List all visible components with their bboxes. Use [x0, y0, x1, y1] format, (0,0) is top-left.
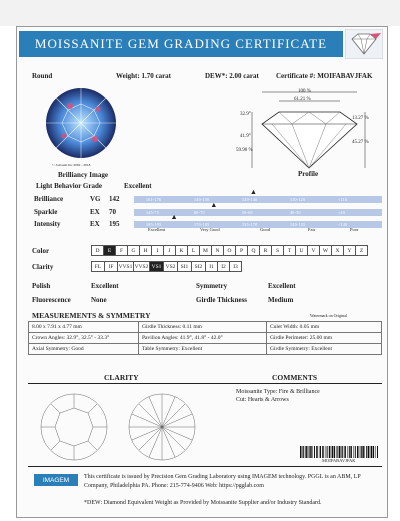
light-behavior-overall: Excellent	[124, 182, 152, 190]
color-grade-cell: O	[223, 245, 236, 256]
light-row-score: 70	[109, 208, 116, 216]
measurements-table	[28, 321, 382, 355]
scale-excellent: Excellent	[148, 227, 165, 232]
light-scale-tick: 170-185	[194, 222, 210, 227]
profile-depth-pct: 59.90 %	[236, 148, 253, 153]
color-grade-cell: S	[271, 245, 284, 256]
color-grade-cell: Z	[355, 245, 368, 256]
measurement-cell: Culet Width: 0.05 mm	[267, 322, 382, 333]
footer-line-2: Company, Philadelphia PA. Phone: 215-774-9406 Web: https://pgglab.com	[84, 483, 264, 489]
clarity-grade-cell: VS2	[163, 261, 178, 272]
barcode	[300, 446, 380, 458]
light-behavior-title: Light Behavior Grade	[36, 182, 102, 190]
color-grade-cell: N	[211, 245, 224, 256]
light-scale-tick: 185-195	[146, 222, 162, 227]
color-grade-cell: X	[331, 245, 344, 256]
measurement-cell: Girdle Symmetry: Excellent	[267, 344, 382, 355]
comment-cut: Cut: Hearts & Arrows	[236, 397, 289, 403]
clarity-grade-cell: IF	[104, 261, 118, 272]
color-grade-cell: U	[295, 245, 308, 256]
color-grade-cell: J	[163, 245, 176, 256]
fluorescence-value: None	[91, 296, 107, 304]
scale-poor: Poor	[350, 227, 359, 232]
clarity-grade-cell: VS1	[149, 261, 164, 272]
clarity-label: Clarity	[32, 263, 54, 271]
profile-total-pct: 100 %	[298, 89, 311, 94]
color-grade-cell: V	[307, 245, 320, 256]
light-scale-tick: 40-50	[290, 210, 301, 215]
color-grade-cell: P	[235, 245, 248, 256]
light-row-score: 142	[109, 195, 120, 203]
clarity-grade-cell: I2	[217, 261, 230, 272]
color-grade-cell: G	[127, 245, 140, 256]
imagem-brand-logo: IMAGEM	[34, 474, 78, 486]
section-divider	[28, 383, 382, 384]
measurement-cell: Pavilion Angles: 41.9°, 41.8° - 42.0°	[139, 333, 267, 344]
scan-top-margin	[0, 0, 400, 26]
light-row-label: Sparkle	[34, 208, 58, 216]
symmetry-value: Excellent	[268, 282, 296, 290]
profile-table-pct: 61.21 %	[294, 97, 311, 102]
color-grade-cell: M	[199, 245, 212, 256]
light-score-marker-icon: ▲	[250, 188, 257, 196]
color-label: Color	[32, 247, 50, 255]
color-grade-cell: F	[115, 245, 128, 256]
profile-pavilion-angle: 41.9°	[240, 134, 251, 139]
color-grade-cell: R	[259, 245, 272, 256]
clarity-plot-diagrams	[34, 390, 210, 464]
light-scale-tick: 140-150	[194, 197, 210, 202]
watermark-note: Watermark on Original	[310, 313, 347, 318]
symmetry-label: Symmetry	[196, 282, 228, 290]
footer-divider	[28, 466, 382, 467]
light-scale-tick: <140	[338, 222, 348, 227]
measurement-cell: Axial Symmetry: Good	[29, 344, 139, 355]
color-grade-cell: K	[175, 245, 188, 256]
comment-type: Moissanite Type: Fire & Brilliance	[236, 389, 320, 395]
light-score-marker-icon: ▲	[210, 201, 218, 209]
certificate-title: MOISSANITE GEM GRADING CERTIFICATE	[19, 31, 343, 57]
clarity-grade-cell: FL	[91, 261, 105, 272]
color-grade-cell: I	[151, 245, 164, 256]
measurements-title: MEASUREMENTS & SYMMETRY	[32, 311, 151, 320]
clarity-grade-cell: VVS1	[117, 261, 134, 272]
light-scale-tick: 155-170	[242, 222, 258, 227]
diamond-logo-icon	[345, 29, 383, 59]
color-grade-cell: D	[91, 245, 104, 256]
light-row-label: Intensity	[34, 220, 61, 228]
profile-pavilion-depth: 45.27 %	[352, 140, 369, 145]
light-scale-tick: 120-140	[242, 197, 258, 202]
color-grade-cell: L	[187, 245, 200, 256]
comments-title: COMMENTS	[272, 373, 317, 382]
light-row-score: 195	[109, 220, 120, 228]
clarity-section-title: CLARITY	[104, 373, 139, 382]
brilliance-copyright: © JoxGem Inc 2002 - 2018	[52, 163, 91, 167]
profile-crown-height: 13.27 %	[352, 116, 369, 121]
light-scale-tick: 161-176	[146, 197, 162, 202]
scale-good: Good	[260, 227, 270, 232]
color-grade-cell: Y	[343, 245, 356, 256]
scale-fair: Fair	[308, 227, 316, 232]
brilliance-image	[40, 84, 122, 162]
clarity-grade-cell: SI1	[177, 261, 192, 272]
light-scale-tick: 50-60	[242, 210, 253, 215]
measurement-cell: Crown Angles: 32.9°, 32.5° - 33.3°	[29, 333, 139, 344]
measurement-cell: Table Symmetry: Excellent	[139, 344, 267, 355]
color-grade-cell: E	[103, 245, 116, 256]
light-row-grade: EX	[90, 220, 100, 228]
profile-caption: Profile	[298, 170, 319, 178]
girdle-label: Girdle Thickness	[196, 296, 248, 304]
light-scale-tick: <110	[338, 197, 348, 202]
light-scale-tick: 140-155	[290, 222, 306, 227]
certificate-number: Certificate #: MOIFABAVJFAK	[276, 72, 373, 80]
dew-value: DEW*: 2.00 carat	[205, 72, 259, 80]
scale-very-good: Very Good	[200, 227, 220, 232]
color-grade-cell: H	[139, 245, 152, 256]
color-grade-cell: T	[283, 245, 296, 256]
color-grade-cell: W	[319, 245, 332, 256]
clarity-grade-cell: I3	[229, 261, 242, 272]
polish-label: Polish	[32, 282, 51, 290]
weight-value: Weight: 1.70 carat	[116, 72, 172, 80]
profile-crown-angle: 32.9°	[240, 112, 251, 117]
fluorescence-label: Fluorescence	[32, 296, 71, 304]
clarity-grade-cell: SI2	[191, 261, 206, 272]
measurement-cell: Girdle Perimeter: 25.00 mm	[267, 333, 382, 344]
barcode-text: MOIFABAVJFAK	[322, 458, 356, 463]
light-scale-tick: 145-75	[146, 210, 160, 215]
measurement-cell: Girdle Thickness: 0.11 mm	[139, 322, 267, 333]
light-scale-tick: <40	[338, 210, 346, 215]
clarity-grade-cell: VVS2	[133, 261, 150, 272]
polish-value: Excellent	[91, 282, 119, 290]
clarity-grade-cell: I1	[205, 261, 218, 272]
light-row-label: Brilliance	[34, 195, 64, 203]
light-scale-tick: 60-70	[194, 210, 205, 215]
light-score-marker-icon: ▲	[170, 213, 178, 221]
color-grade-cell: Q	[247, 245, 260, 256]
footer-line-1: This certificate is issued by Precision Gem Grading Laboratory using IMAGEM technology. PGGL is an ABM, LP	[84, 474, 361, 480]
light-scale-tick: 110-120	[290, 197, 306, 202]
shape-value: Round	[32, 72, 53, 80]
footer-dew-note: *DEW: Diamond Equivalent Weight as Provided by Moissanite Supplier and/or Industry Standard.	[84, 500, 322, 506]
measurement-cell: 8.00 x 7.91 x 4.77 mm	[29, 322, 139, 333]
light-row-grade: EX	[90, 208, 100, 216]
light-row-grade: VG	[90, 195, 101, 203]
brilliance-caption: Brilliancy Image	[58, 171, 108, 179]
girdle-value: Medium	[268, 296, 294, 304]
